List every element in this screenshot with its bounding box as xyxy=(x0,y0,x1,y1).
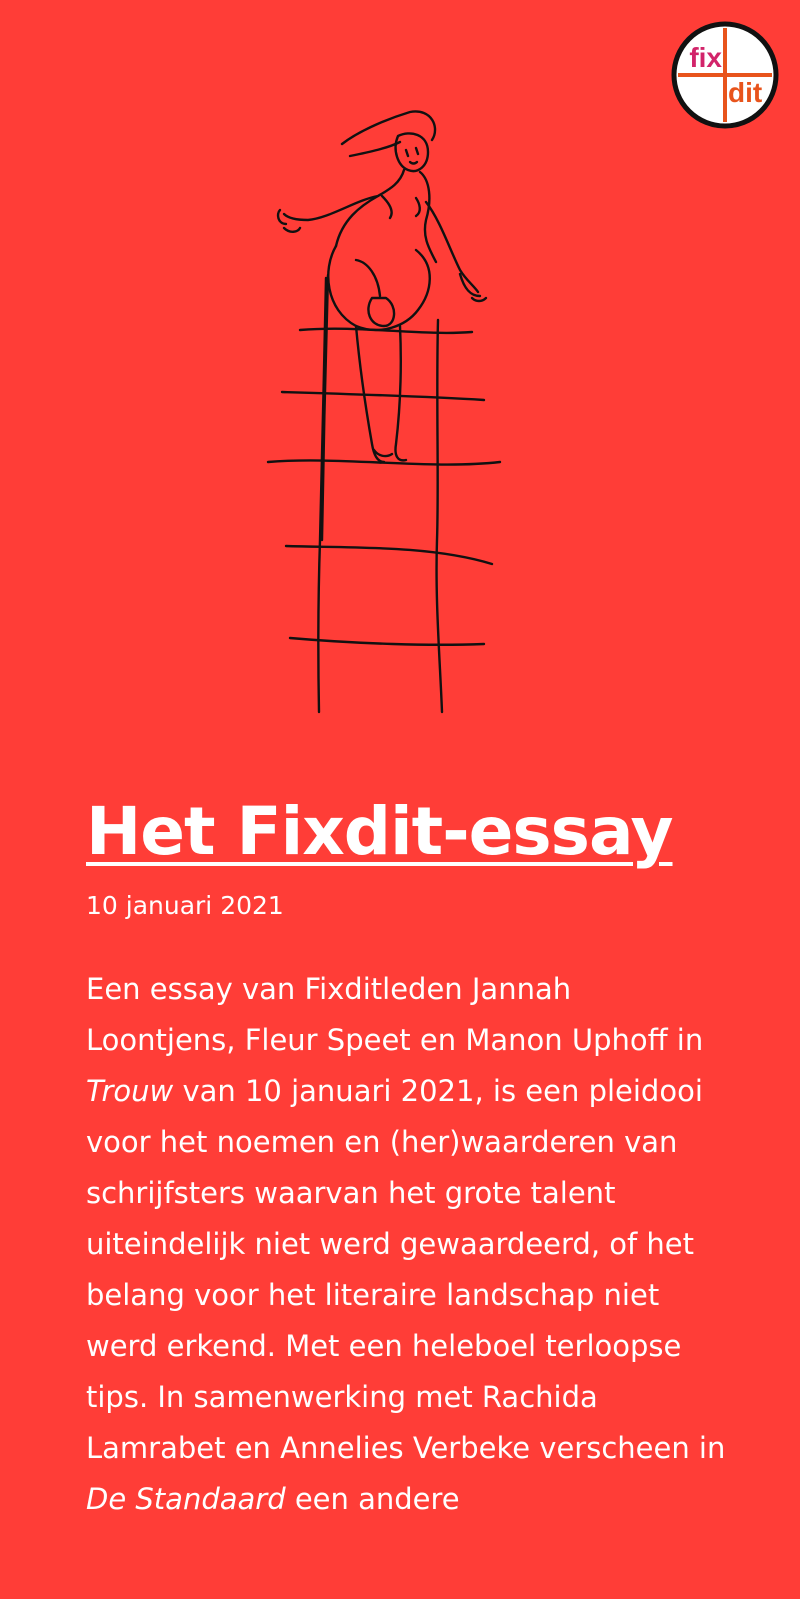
logo-dit-text: dit xyxy=(728,77,763,108)
body-part-1: Een essay van Fixditleden Jannah Loontjens, Fleur Speet en Manon Uphoff in xyxy=(86,972,704,1057)
woman-on-ladder-illustration xyxy=(260,100,520,720)
publication-trouw: Trouw xyxy=(86,1074,174,1108)
article xyxy=(86,790,726,1525)
body-part-2: van 10 januari 2021, is een pleidooi voor het noemen en (her)waarderen van schrijfsters waarvan het grote talent uiteindelijk niet werd gewaardeerd, of het belang voor het literaire landschap niet werd erkend. Met een heleboel terloopse tips. In samenwerking met Rachida Lamrabet en Annelies Verbeke verscheen in xyxy=(86,1074,726,1465)
publication-de-standaard: De Standaard xyxy=(86,1482,286,1516)
article-title-link[interactable]: Het Fixdit-essay xyxy=(86,793,673,870)
logo-mark xyxy=(670,20,780,130)
article-title[interactable] xyxy=(86,790,726,874)
fixdit-logo[interactable] xyxy=(670,20,780,130)
logo-fix-text: fix xyxy=(689,42,722,73)
article-date: 10 januari 2021 xyxy=(86,891,284,920)
article-body xyxy=(86,964,726,1525)
body-part-3: een andere xyxy=(285,1482,460,1516)
